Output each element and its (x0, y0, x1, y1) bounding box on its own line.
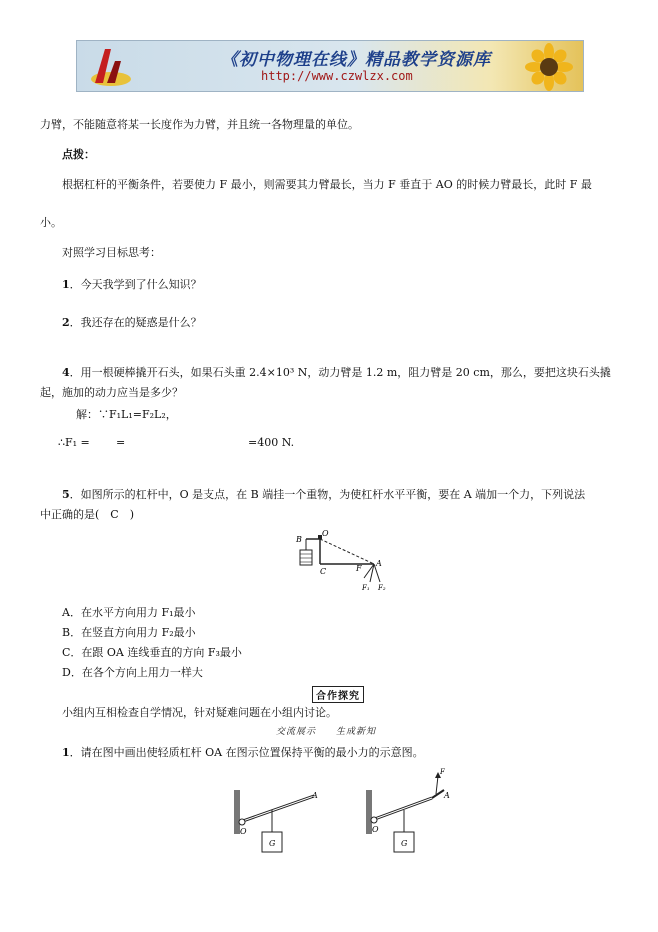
label-F1: F₁ (362, 584, 370, 592)
label-F: F (356, 564, 362, 573)
solution-line-2a: ∴F₁ = (58, 436, 90, 449)
option-b: B．在竖直方向用力 F₂最小 (62, 626, 196, 639)
left-lever-diagram (234, 790, 318, 852)
intro-line: 力臂，不能随意将某一长度作为力臂，并且统一各物理量的单位。 (40, 118, 359, 131)
label-F2: F₂ (378, 584, 386, 592)
lever-diagram (292, 528, 396, 600)
label-G: G (401, 839, 408, 848)
label-O: O (372, 825, 379, 834)
section-title-coop: 合作探究 (312, 686, 364, 703)
exercise-1-line (62, 744, 424, 760)
solution-line-2c: =400 N. (248, 436, 295, 449)
lever-exercise-diagrams (226, 766, 456, 860)
question-text: ．我还存在的疑惑是什么？ (69, 316, 202, 329)
oa-dashed-line (320, 539, 374, 564)
reflect-question-2 (62, 314, 202, 330)
reflect-question-1 (62, 276, 202, 292)
banner-title: 《初中物理在线》精品教学资源库 (221, 50, 491, 70)
header-banner (76, 40, 584, 92)
label-B: B (296, 535, 302, 544)
coop-instruction: 小组内互相检查自学情况，针对疑难问题在小组内讨论。 (62, 706, 337, 719)
label-F: F (440, 768, 445, 776)
label-O: O (322, 529, 329, 538)
question-5-line-2: 中正确的是( C ) (40, 508, 134, 521)
label-A: A (312, 791, 318, 800)
question-text: ．如图所示的杠杆中，O 是支点，在 B 端挂一个重物，为使杠杆水平平衡，要在 A 端加一个力，下列说法 (69, 488, 586, 501)
question-text: ．今天我学到了什么知识？ (69, 278, 202, 291)
banner-url[interactable]: http://www.czwlzx.com (261, 69, 413, 83)
question-number: 1 (62, 278, 70, 291)
solution-line-2b: = (116, 436, 126, 449)
question-number: 4 (62, 366, 70, 379)
weight-block (300, 550, 312, 565)
tip-line-2: 小。 (40, 216, 62, 229)
question-number: 1 (62, 746, 70, 759)
label-A: A (444, 791, 450, 800)
question-4-line-2: 起，施加的动力应当是多少？ (40, 386, 183, 399)
pivot-point (371, 817, 377, 823)
tip-line-1: 根据杠杆的平衡条件，若要使力 F 最小，则需要其力臂最长，当力 F 垂直于 AO 的时候力臂最长，此时 F 最 (62, 178, 592, 191)
option-d: D．在各个方向上用力一样大 (62, 666, 203, 679)
sunflower-icon (519, 42, 579, 92)
tip-label: 点拨： (62, 148, 95, 161)
force-arrow (436, 776, 438, 794)
option-a: A．在水平方向用力 F₁最小 (62, 606, 196, 619)
exchange-header: 交流展示 生成新知 (276, 727, 377, 737)
solution-line-1: 解：∵F₁L₁=F₂L₂， (76, 408, 177, 421)
question-5-line-1 (62, 486, 585, 502)
right-lever-diagram (366, 768, 450, 852)
question-number: 5 (62, 488, 70, 501)
label-C: C (320, 567, 327, 576)
label-G: G (269, 839, 276, 848)
question-text: ．用一根硬棒撬开石头，如果石头重 2.4×10³ N，动力臂是 1.2 m，阻力臂是 20 cm，那么，要把这块石头撬 (69, 366, 611, 379)
question-number: 2 (62, 316, 70, 329)
reflect-label: 对照学习目标思考： (62, 246, 161, 259)
pivot-point (239, 819, 245, 825)
label-O: O (240, 827, 247, 836)
question-4-line-1 (62, 364, 611, 380)
site-logo-icon (81, 43, 133, 89)
label-A: A (376, 559, 382, 568)
option-c: C．在跟 OA 连线垂直的方向 F₃最小 (62, 646, 242, 659)
question-text: ．请在图中画出使轻质杠杆 OA 在图示位置保持平衡的最小力的示意图。 (69, 746, 424, 759)
